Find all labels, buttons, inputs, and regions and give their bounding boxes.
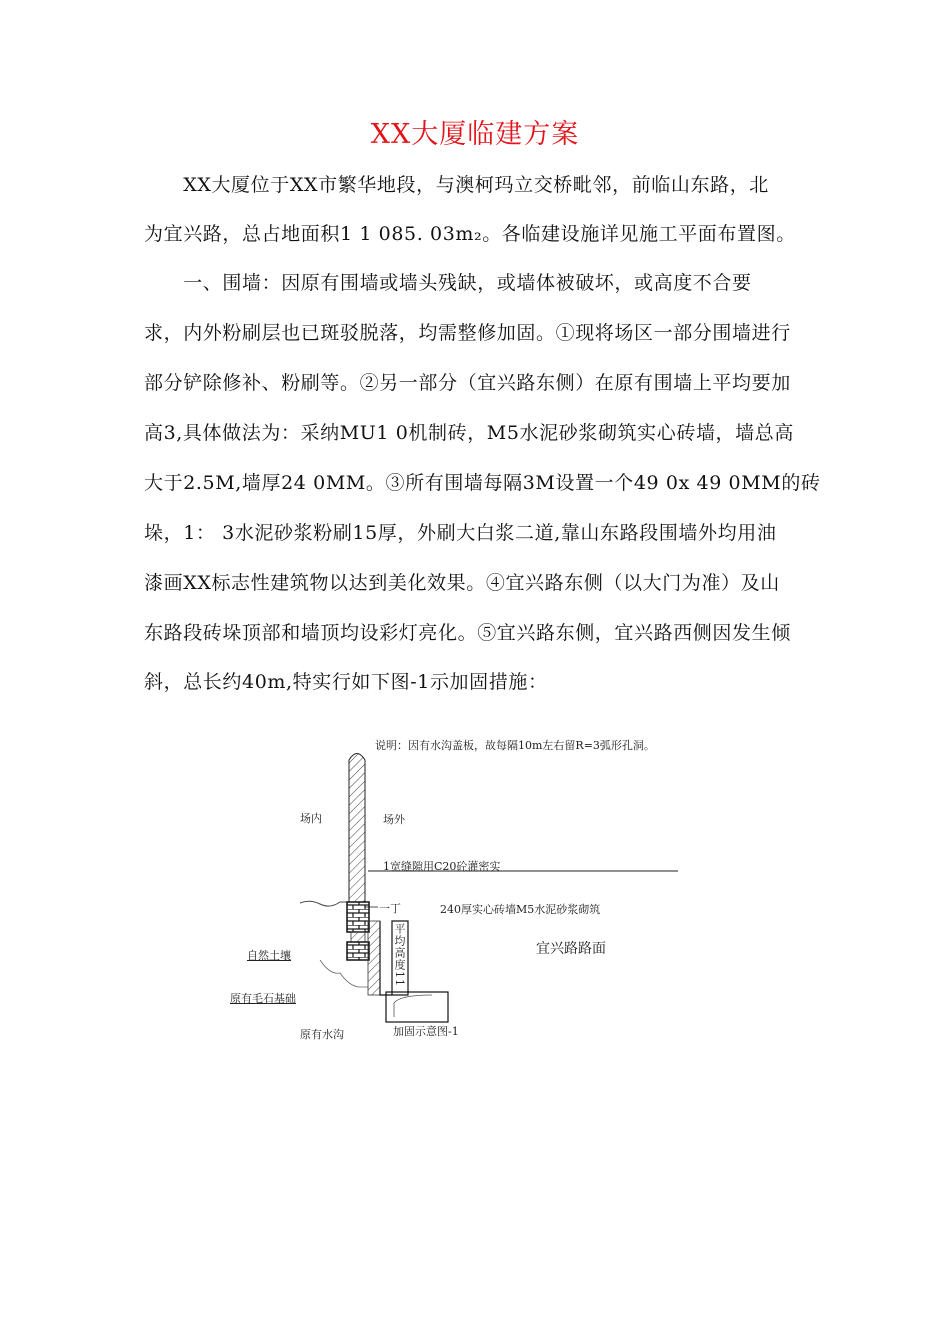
diagram-note: 说明：因有水沟盖板，故每隔10m左右留R=3弧形孔洞。	[375, 739, 655, 752]
body-line: 斜，总长约40m,特实行如下图-1示加固措施：	[144, 671, 548, 693]
body-line: 东路段砖垛顶部和墙顶均设彩灯亮化。⑤宜兴路东侧，宜兴路西侧因发生倾	[144, 622, 791, 644]
body-line: 大于2.5M,墙厚24 0MM。③所有围墙每隔3M设置一个49 0x 49 0MM的砖	[144, 472, 821, 494]
body-line: 高3,具体做法为：采纳MU1 0机制砖，M5水泥砂浆砌筑实心砖墙，墙总高	[144, 422, 794, 444]
label-brick-wall: 240厚实心砖墙M5水泥砂浆砌筑	[440, 903, 601, 916]
foundation-edge	[320, 960, 368, 987]
brick-section-upper	[347, 902, 369, 932]
label-gap-fill: 1宽缝隙用C20砼灌密实	[383, 860, 501, 873]
body-line: 漆画XX标志性建筑物以达到美化效果。④宜兴路东侧（以大门为准）及山	[144, 572, 780, 594]
body-line: 部分铲除修补、粉刷等。②另一部分（宜兴路东侧）在原有围墙上平均要加	[144, 372, 791, 394]
body-line: 垛，1： 3水泥砂浆粉刷15厚，外刷大白浆二道,靠山东路段围墙外均用油	[144, 522, 777, 544]
label-outside: 场外	[383, 813, 405, 826]
page-title: XX大厦临建方案	[370, 119, 580, 150]
label-ditch: 原有水沟	[300, 1028, 344, 1041]
label-inside: 场内	[300, 812, 322, 825]
figure-caption: 加固示意图-1	[393, 1025, 459, 1038]
label-foundation: 原有毛石基础	[230, 992, 296, 1005]
body-line: 求，内外粉刷层也已斑驳脱落，均需整修加固。①现将场区一部分围墙进行	[144, 322, 791, 344]
body-line: 为宜兴路，总占地面积1 1 085. 03m₂。各临建设施详见施工平面布置图。	[144, 223, 796, 245]
caption-box	[386, 992, 448, 1022]
brick-section-lower	[347, 942, 369, 960]
existing-wall	[349, 754, 365, 903]
hatch-strip	[368, 921, 380, 995]
label-ding: 一丁	[379, 902, 401, 915]
label-road: 宜兴路路面	[536, 941, 606, 957]
label-avg-height: 平均高度11	[393, 923, 406, 987]
reinforcement-diagram	[200, 725, 700, 1055]
ground-line	[300, 901, 349, 906]
label-soil: 自然土壤	[247, 949, 291, 962]
body-line: XX大厦位于XX市繁华地段，与澳柯玛立交桥毗邻，前临山东路，北	[144, 174, 769, 196]
body-line: 一、围墙：因原有围墙或墙头残缺，或墙体被破坏，或高度不合要	[144, 272, 752, 294]
